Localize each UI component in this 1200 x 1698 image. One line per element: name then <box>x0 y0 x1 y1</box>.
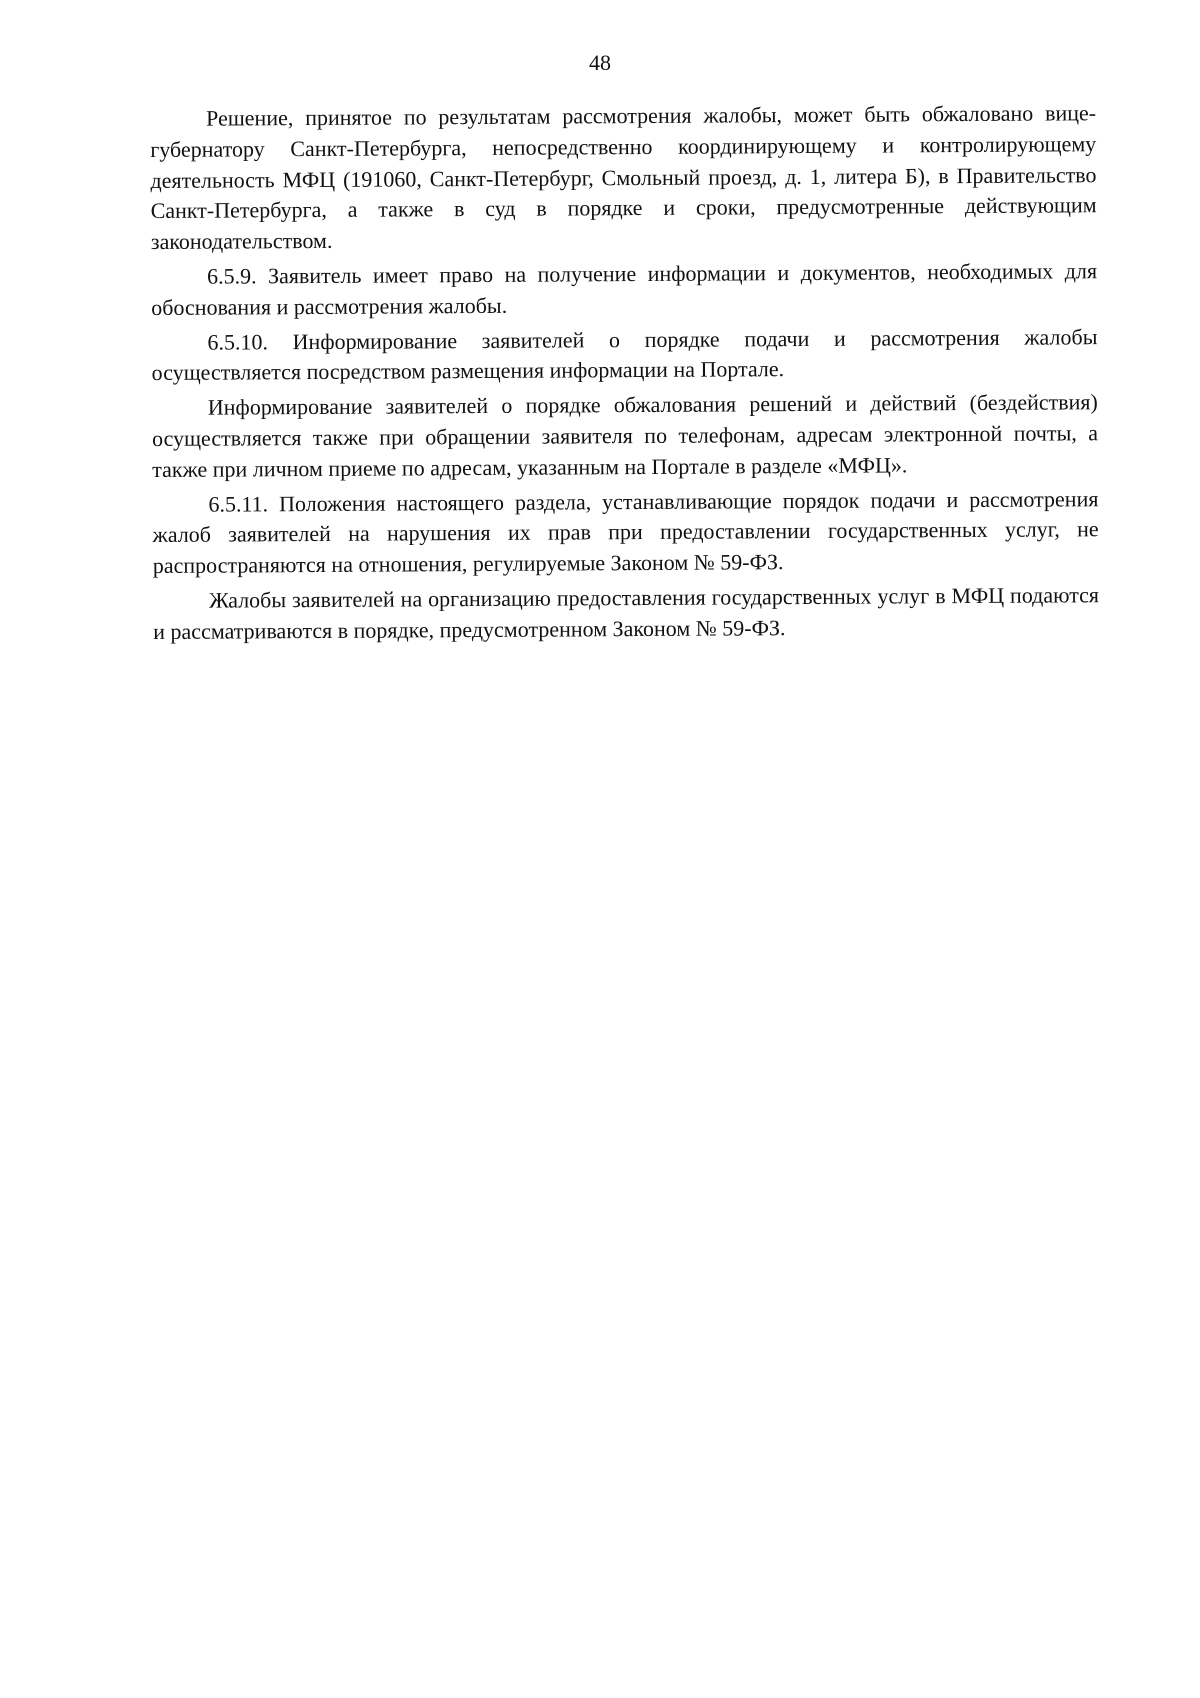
paragraph-complaints-mfc: Жалобы заявителей на организацию предоставления государственных услуг в МФЦ подаются и рассматриваются в порядке, предусмотренном Законом № 59-ФЗ. <box>153 582 1100 644</box>
document-body <box>150 98 1099 651</box>
paragraph-informing: Информирование заявителей о порядке обжалования решений и действий (бездействия) осуществляется также при обращении заявителя по телефонам, адресам электронной почты, а также при личном приеме по адресам, указанным на Портале в разделе «МФЦ». <box>151 389 1099 482</box>
page-number: 48 <box>589 50 611 75</box>
paragraph-6-5-11: 6.5.11. Положения настоящего раздела, устанавливающие порядок подачи и рассмотрения жалоб заявителей на нарушения их прав при предоставлении государственных услуг, не распространяются на отношения, регулируемые Законом № 59-ФЗ. <box>152 485 1099 579</box>
paragraph-6-5-9: 6.5.9. Заявитель имеет право на получение информации и документов, необходимых для обоснования и рассмотрения жалобы. <box>151 258 1098 320</box>
paragraph-6-5-10: 6.5.10. Информирование заявителей о порядке подачи и рассмотрения жалобы осуществляется посредством размещения информации на Портале. <box>151 323 1098 386</box>
paragraph-appeal-decision: Решение, принятое по результатам рассмотрения жалобы, может быть обжаловано вице-губернатору Санкт-Петербурга, непосредственно координирующему и контролирующему деятельность МФЦ (191060, Санкт-Петербург, Смольный проезд, д. 1, литера Б), в Правительство Санкт-Петербурга, а также в суд в порядке и сроки, предусмотренные действующим законодательством. <box>150 100 1097 255</box>
